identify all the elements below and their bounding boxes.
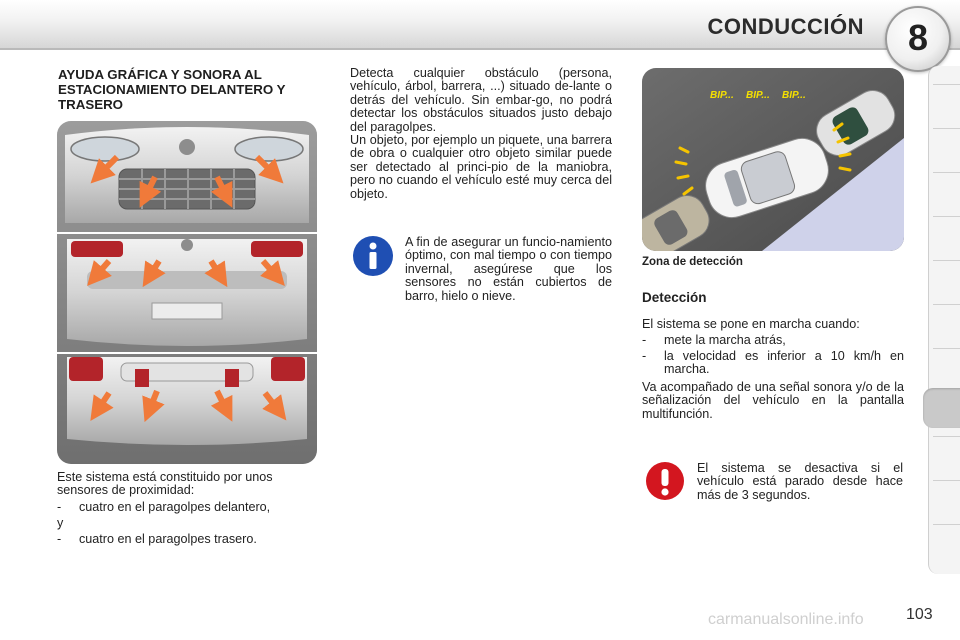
deactivation-note: El sistema se desactiva si el vehículo está parado desde hace más de 3 segundos. xyxy=(697,461,903,502)
chapter-badge xyxy=(885,6,951,72)
beep-label: BIP... xyxy=(782,90,806,101)
sensor-location-illustration xyxy=(57,121,317,464)
index-tab-divider xyxy=(933,260,960,261)
figure-caption: Zona de detección xyxy=(642,256,743,268)
signal-paragraph: Va acompañado de una señal sonora y/o de la señalización del vehículo en la pantalla multifunción. xyxy=(642,380,904,421)
info-icon xyxy=(352,235,394,282)
index-tab-divider xyxy=(933,128,960,129)
index-tab-divider xyxy=(933,436,960,437)
list-item: - cuatro en el paragolpes trasero. xyxy=(57,532,257,546)
beep-label: BIP... xyxy=(746,90,770,101)
section-title: AYUDA GRÁFICA Y SONORA AL ESTACIONAMIENTO DELANTERO Y TRASERO xyxy=(58,67,286,112)
index-tab-divider xyxy=(933,84,960,85)
object-detection-paragraph: Un objeto, por ejemplo un piquete, una barrera de obra o cualquier otro objeto similar puede ser detectado al princi-pio de la maniobra, pero no cuando el vehículo esté muy cerca del objeto. xyxy=(350,133,612,201)
index-tab-divider xyxy=(933,524,960,525)
front-bumper-view xyxy=(65,127,309,223)
beep-label: BIP... xyxy=(710,90,734,101)
index-tab-divider xyxy=(933,480,960,481)
index-tab-divider xyxy=(933,304,960,305)
detection-heading: Detección xyxy=(642,290,707,305)
index-tab-active[interactable] xyxy=(923,388,960,428)
list-item: - mete la marcha atrás, xyxy=(642,333,786,347)
index-tab-divider xyxy=(933,172,960,173)
chapter-title: CONDUCCIÓN xyxy=(707,14,864,39)
chapter-index-tabs[interactable] xyxy=(928,66,960,574)
maintenance-note: A fin de asegurar un funcio-namiento óptimo, con mal tiempo o con tiempo invernal, asegúrese que los sensores no están cubiertos de barro, hielo o nieve. xyxy=(405,235,612,303)
rear-bumper-view xyxy=(67,239,307,346)
detection-zone-illustration xyxy=(642,68,904,251)
page-number: 103 xyxy=(906,606,933,623)
chapter-number: 8 xyxy=(907,17,929,58)
watermark: carmanualsonline.info xyxy=(708,611,864,628)
detection-zone-figure xyxy=(642,68,904,251)
detection-paragraph: Detecta cualquier obstáculo (persona, vehículo, árbol, barrera, ...) situado de-lante o detrás del vehículo. Sin embar-go, no podrá detectar los obstáculos situados justo debajo del paragolpes. xyxy=(350,66,612,134)
sensors-intro: Este sistema está constituido por unos sensores de proximidad: xyxy=(57,470,273,498)
list-item: - la velocidad es inferior a 10 km/h en marcha. xyxy=(642,349,904,377)
index-tab-divider xyxy=(933,348,960,349)
list-conjunction: y xyxy=(57,516,64,530)
activation-intro: El sistema se pone en marcha cuando: xyxy=(642,317,860,331)
sensor-location-figure xyxy=(57,121,317,464)
rear-bumper-variant-view xyxy=(67,357,307,445)
index-tab-divider xyxy=(933,216,960,217)
exclamation-icon xyxy=(645,461,685,506)
list-item: - cuatro en el paragolpes delantero, xyxy=(57,500,271,514)
